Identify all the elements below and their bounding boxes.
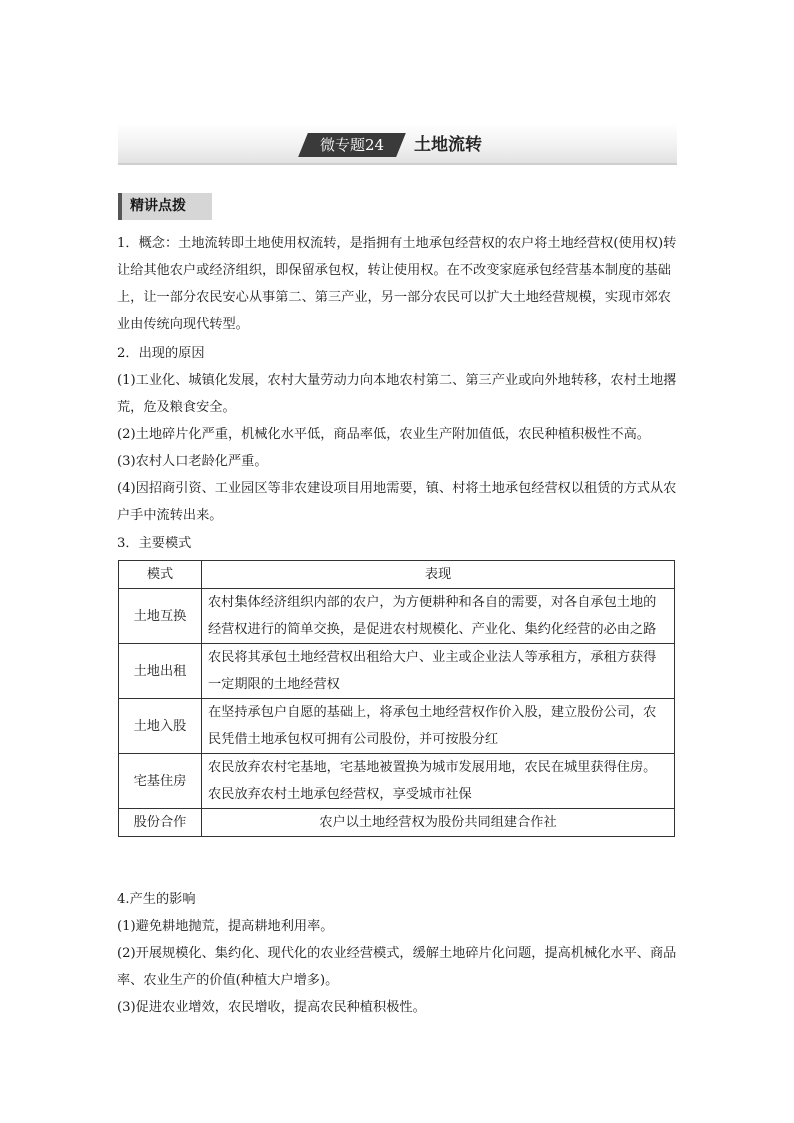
cause-item-3: (3)农村人口老龄化严重。	[117, 454, 268, 469]
cause-item-2: (2)土地碎片化严重，机械化水平低，商品率低，农业生产附加值低，农民种植积极性不高。	[117, 427, 650, 442]
table-header-desc: 表现	[202, 561, 675, 589]
table-header-mode: 模式	[119, 561, 202, 589]
effect-item-2: (2)开展规模化、集约化、现代化的农业经营模式，缓解土地碎片化问题，提高机械化水平、商品率、农业生产的价值(种植大户增多)。	[117, 946, 677, 988]
concept-paragraph: 1．概念：土地流转即土地使用权流转，是指拥有土地承包经营权的农户将土地经营权(使用权)转让给其他农户或经济组织，即保留承包权，转让使用权。在不改变家庭承包经营基本制度的基础上，让一部分农民安心从事第二、第三产业，另一部分农民可以扩大土地经营规模，实现市郊农业由传统向现代转型。	[117, 236, 677, 332]
topic-tag: 微专题24	[319, 136, 385, 154]
table-cell-desc: 农户以土地经营权为股份共同组建合作社	[202, 809, 675, 837]
causes-title: 2．出现的原因	[117, 346, 205, 361]
effect-item-1: (1)避免耕地抛荒，提高耕地利用率。	[117, 919, 334, 934]
effect-item-3: (3)促进农业增效，农民增收，提高农民种植积极性。	[117, 1000, 426, 1015]
table-row	[119, 754, 675, 809]
table-cell-desc: 农民放弃农村宅基地，宅基地被置换为城市发展用地，农民在城里获得住房。农民放弃农村土地承包经营权，享受城市社保	[202, 754, 675, 809]
table-cell-mode: 土地互换	[119, 589, 202, 644]
table-row	[119, 589, 675, 644]
cause-item-1: (1)工业化、城镇化发展，农村大量劳动力向本地农村第二、第三产业或向外地转移，农村土地撂荒，危及粮食安全。	[117, 373, 677, 415]
modes-table	[118, 560, 675, 837]
table-cell-mode: 股份合作	[119, 809, 202, 837]
table-cell-mode: 宅基住房	[119, 754, 202, 809]
cause-item-4: (4)因招商引资、工业园区等非农建设项目用地需要，镇、村将土地承包经营权以租赁的方式从农户手中流转出来。	[117, 481, 677, 523]
table-row	[119, 699, 675, 754]
page-title: 土地流转	[414, 135, 482, 155]
table-row	[119, 644, 675, 699]
table-cell-desc: 农村集体经济组织内部的农户，为方便耕种和各自的需要，对各自承包土地的经营权进行的简单交换，是促进农村规模化、产业化、集约化经营的必由之路	[202, 589, 675, 644]
section-heading: 精讲点拨	[130, 198, 186, 214]
table-cell-mode: 土地入股	[119, 699, 202, 754]
table-cell-desc: 在坚持承包户自愿的基础上，将承包土地经营权作价入股，建立股份公司，农民凭借土地承包权可拥有公司股份，并可按股分红	[202, 699, 675, 754]
table-cell-mode: 土地出租	[119, 644, 202, 699]
effects-title: 4.产生的影响	[117, 892, 196, 907]
table-header-row	[119, 561, 675, 589]
table-cell-desc: 农民将其承包土地经营权出租给大户、业主或企业法人等承租方，承租方获得一定期限的土地经营权	[202, 644, 675, 699]
table-row	[119, 809, 675, 837]
modes-title: 3．主要模式	[117, 536, 192, 551]
